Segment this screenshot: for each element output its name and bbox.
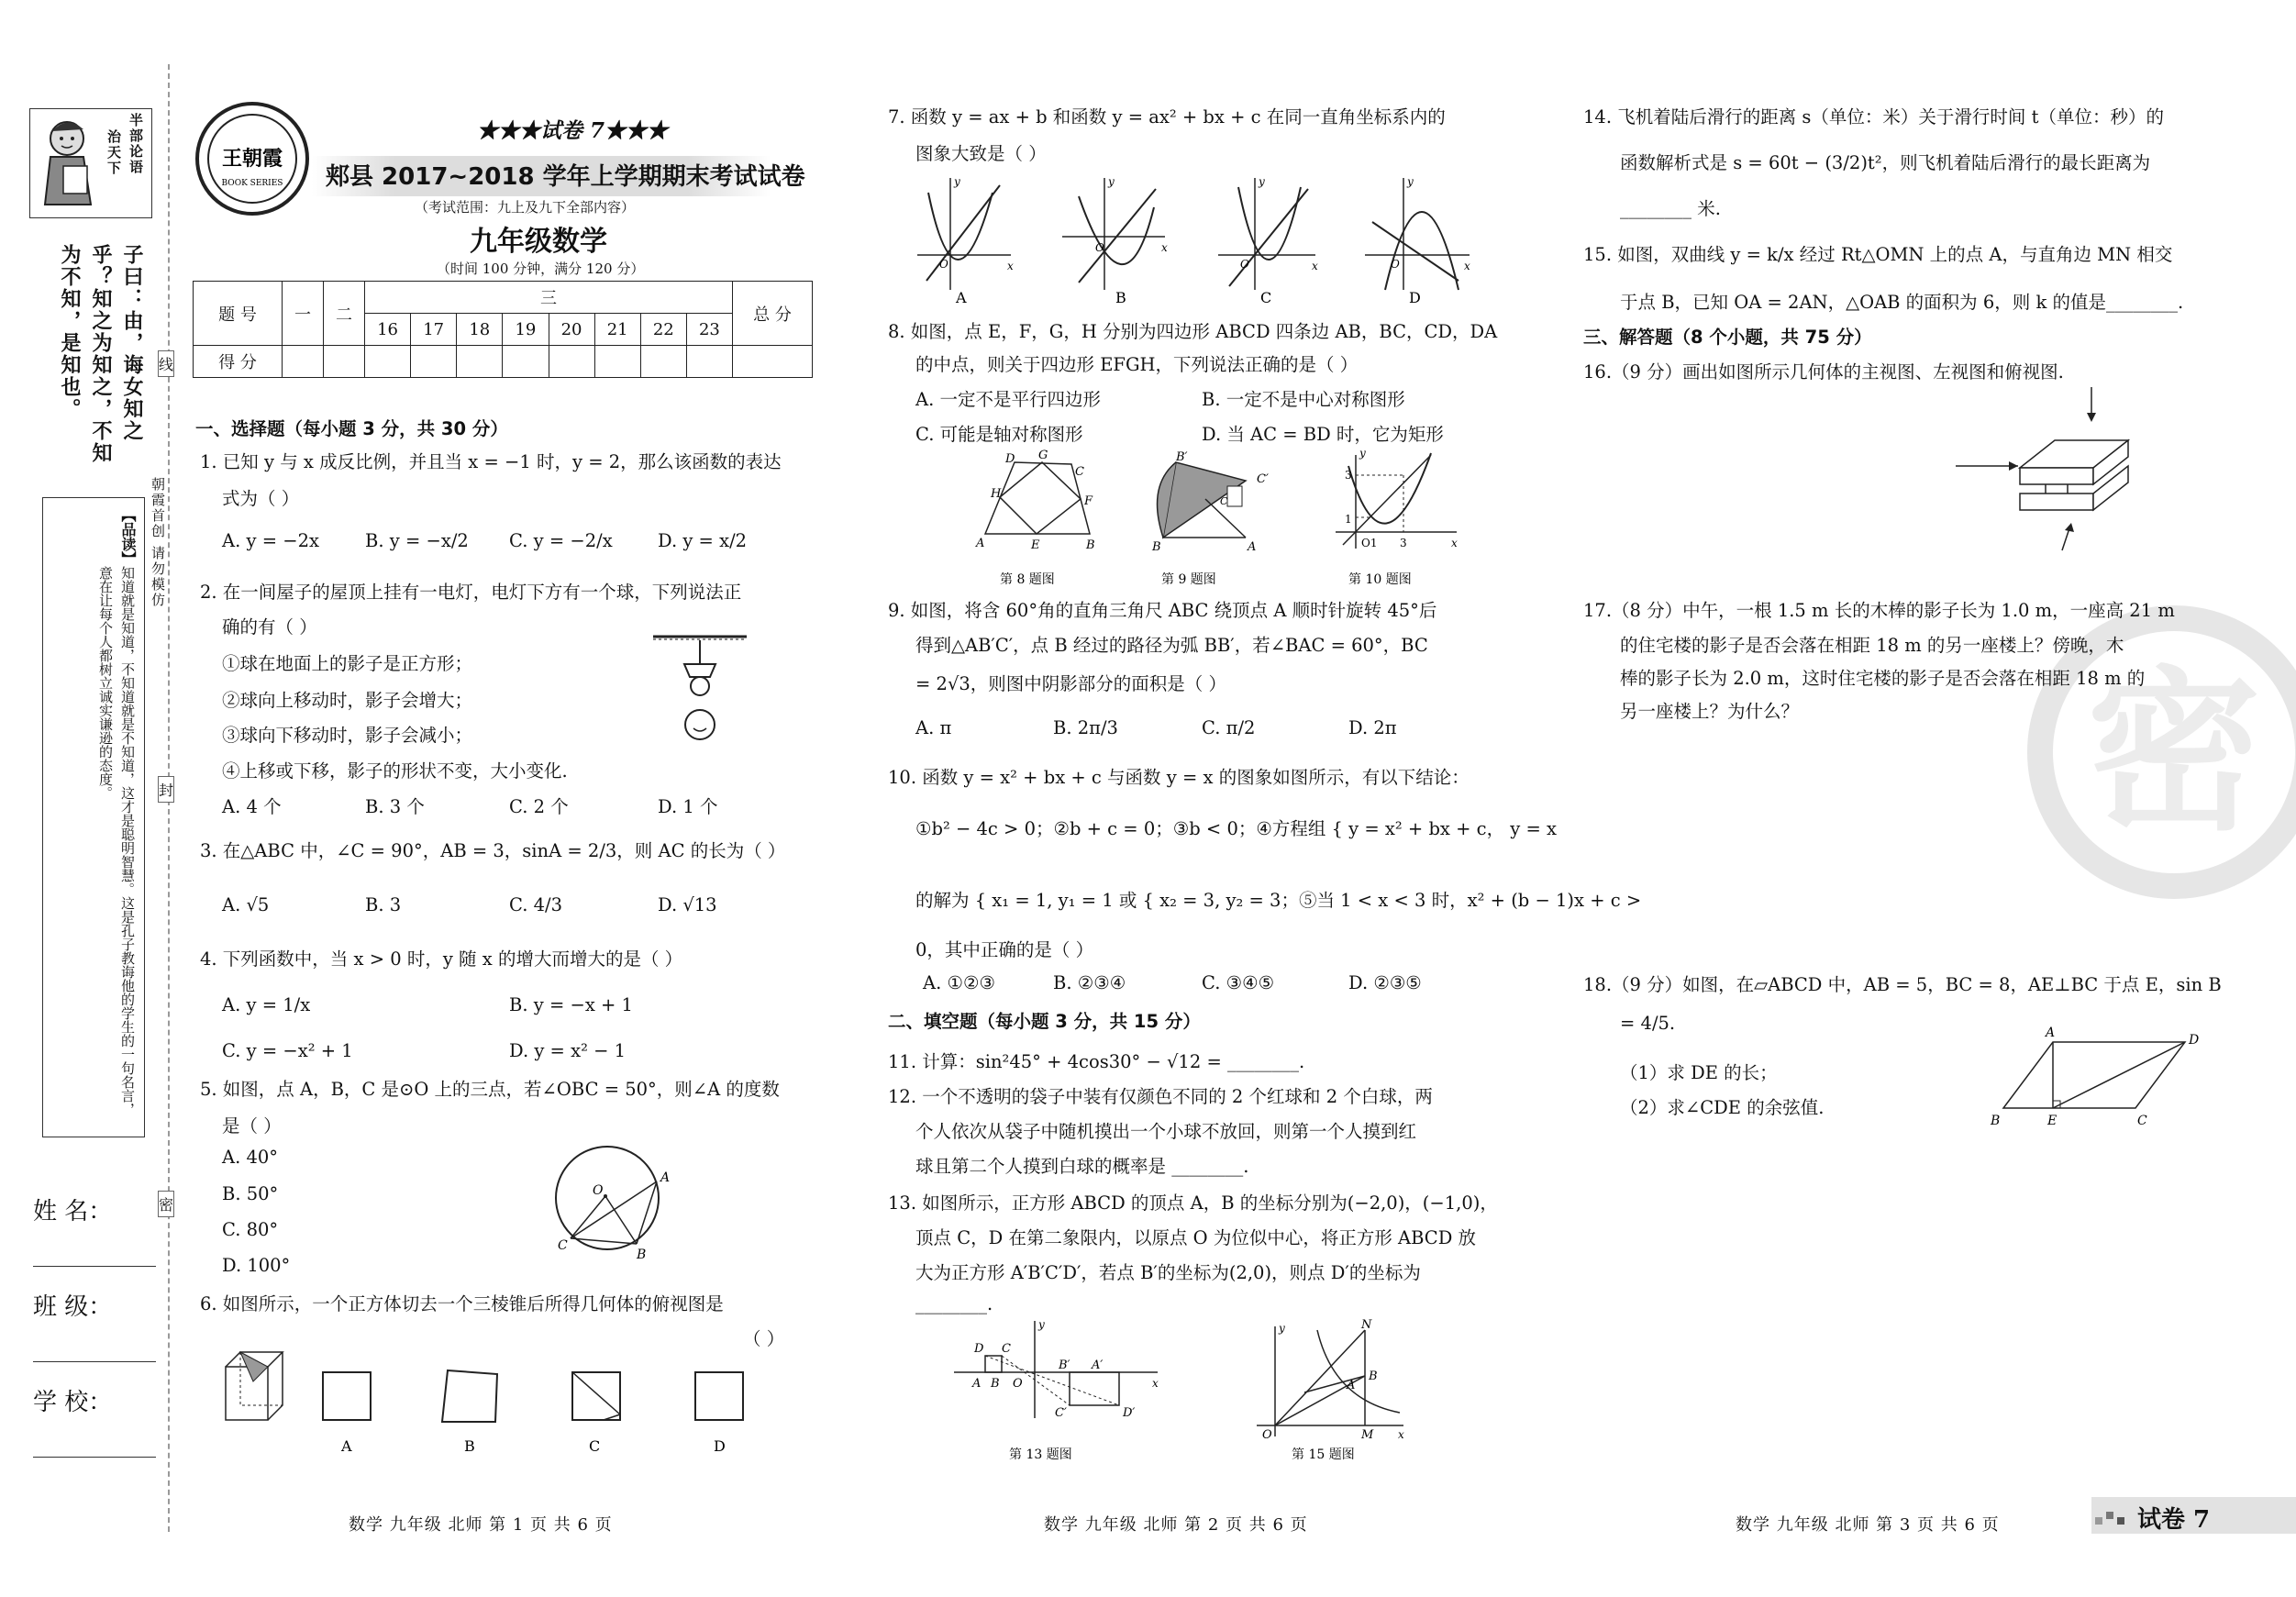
svg-text:3: 3 (1345, 469, 1352, 482)
svg-text:O: O (1391, 258, 1400, 271)
exam-scope: （考试范围：九上及九下全部内容） (415, 199, 636, 216)
fig15-caption: 第 15 题图 (1292, 1447, 1355, 1462)
class-label: 班 级： (33, 1293, 113, 1321)
school-field[interactable] (33, 1383, 156, 1458)
q6-label-c: C (589, 1437, 601, 1455)
svg-text:O: O (1240, 258, 1249, 271)
score-cell[interactable] (640, 346, 686, 378)
q6-figures (220, 1348, 771, 1458)
svg-text:E: E (1031, 538, 1040, 552)
q18-line1: 18.（9 分）如图，在▱ABCD 中，AB = 5，BC = 8，AE⊥BC 于点 E，sin B (1583, 974, 2222, 995)
svg-text:y: y (1279, 1322, 1285, 1335)
score-col-17: 17 (411, 314, 457, 346)
svg-text:N: N (1361, 1318, 1372, 1332)
q2-option-a: A. 4 个 (222, 796, 282, 817)
mascot-icon (36, 115, 102, 212)
q5-option-c: C. 80° (222, 1219, 279, 1240)
svg-text:C: C (2137, 1114, 2147, 1128)
q12-line1: 12. 一个不透明的袋子中装有仅颜色不同的 2 个红球和 2 个白球，两 (888, 1086, 1433, 1107)
fig10-caption: 第 10 题图 (1348, 572, 1412, 587)
score-cell[interactable] (594, 346, 640, 378)
svg-text:B′: B′ (1176, 450, 1188, 464)
q6-paren: （ ） (743, 1328, 785, 1349)
svg-text:B: B (1086, 538, 1095, 552)
score-col-19: 19 (503, 314, 549, 346)
section-3-heading: 三、解答题（8 个小题，共 75 分） (1583, 327, 1872, 348)
q15-line1: 15. 如图，双曲线 y = k/x 经过 Rt△OMN 上的点 A，与直角边 MN 相交 (1583, 244, 2173, 265)
svg-text:E: E (2047, 1114, 2058, 1128)
q7-line2: 图象大致是（ ） (915, 143, 1047, 164)
school-label: 学 校： (33, 1389, 113, 1416)
binding-mark-3: 密 (158, 1191, 174, 1217)
q2-option-c: C. 2 个 (509, 796, 569, 817)
svg-text:y: y (954, 175, 960, 188)
fig9-caption: 第 9 题图 (1161, 572, 1216, 587)
page3-footer: 数学 九年级 北师 第 3 页 共 6 页 (1736, 1515, 2000, 1535)
q2-option-b: B. 3 个 (365, 796, 425, 817)
svg-text:x: x (1451, 537, 1458, 549)
q13-line2: 顶点 C，D 在第二象限内，以原点 O 为位似中心，将正方形 ABCD 放 (915, 1227, 1477, 1248)
page2-footer: 数学 九年级 北师 第 2 页 共 6 页 (1044, 1515, 1308, 1535)
q17-line1: 17.（8 分）中午，一根 1.5 m 长的木棒的影子长为 1.0 m，一座高 21 m (1583, 600, 2175, 621)
section-2-heading: 二、填空题（每小题 3 分，共 15 分） (888, 1011, 1201, 1032)
watermark-glyph: 密 (2086, 649, 2262, 854)
commentary-box (42, 497, 145, 1137)
q5-option-b: B. 50° (222, 1183, 279, 1204)
svg-text:x: x (1398, 1428, 1404, 1441)
q6-label-d: D (714, 1437, 726, 1455)
exam-title: 郏县 2017~2018 学年上学期期末考试试卷 (326, 163, 805, 191)
q8-option-c: C. 可能是轴对称图形 (915, 424, 1083, 445)
q3-option-b: B. 3 (365, 894, 402, 915)
score-col-sec3: 三 (365, 282, 733, 314)
q7-label-d: D (1409, 289, 1421, 305)
score-col-18: 18 (457, 314, 503, 346)
svg-text:A: A (1347, 1379, 1356, 1392)
q4-option-a: A. y = 1/x (222, 994, 311, 1015)
svg-text:A: A (2046, 1026, 2056, 1040)
svg-text:H: H (991, 487, 1002, 501)
svg-text:B: B (637, 1248, 647, 1262)
q15-line2: 于点 B，已知 OA = 2AN，△OAB 的面积为 6，则 k 的值是________. (1620, 292, 2184, 313)
q6-label-a: A (341, 1437, 352, 1455)
q9-option-b: B. 2π/3 (1053, 717, 1118, 738)
mascot-box (29, 108, 152, 218)
score-cell[interactable] (324, 346, 365, 378)
score-col-22: 22 (640, 314, 686, 346)
svg-text:O1: O1 (1361, 537, 1378, 549)
section-1-heading: 一、选择题（每小题 3 分，共 30 分） (195, 418, 508, 439)
q18-parallelogram-figure (1981, 1024, 2238, 1134)
score-cell[interactable] (411, 346, 457, 378)
q5-line2: 是（ ） (222, 1115, 282, 1137)
svg-text:C′: C′ (1055, 1406, 1067, 1420)
q10-line1: 10. 函数 y = x² + bx + c 与函数 y = x 的图象如图所示，有以下结论： (888, 767, 1470, 788)
q11-text: 11. 计算：sin²45° + 4cos30° − √12 = ________. (888, 1051, 1305, 1072)
svg-text:C: C (1075, 465, 1084, 479)
sidebar (26, 108, 154, 1145)
q1-option-d: D. y = x/2 (658, 530, 748, 551)
svg-text:M: M (1361, 1428, 1374, 1442)
q2-line2: 确的有（ ） (222, 616, 317, 638)
svg-text:G: G (1038, 449, 1048, 462)
q1-line1: 1. 已知 y 与 x 成反比例，并且当 x = −1 时，y = 2，那么该函数的表达 (200, 451, 782, 472)
q5-line1: 5. 如图，点 A，B，C 是⊙O 上的三点，若∠OBC = 50°，则∠A 的度数 (200, 1079, 780, 1100)
q10-line3: 的解为 { x₁ = 1, y₁ = 1 或 { x₂ = 3, y₂ = 3；⑤当 1 < x < 3 时，x² + (b − 1)x + c > (915, 890, 1642, 911)
q9-option-c: C. π/2 (1202, 717, 1256, 738)
svg-text:D: D (974, 1342, 984, 1356)
q2-line1: 2. 在一间屋子的屋顶上挂有一电灯，电灯下方有一个球，下列说法正 (200, 582, 742, 603)
q14-line3: ________ 米. (1620, 198, 1721, 219)
q12-line3: 球且第二个人摸到白球的概率是 ________. (915, 1156, 1249, 1177)
fig8-caption: 第 8 题图 (1000, 572, 1055, 587)
q14-line2: 函数解析式是 s = 60t − (3/2)t²，则飞机着陆后滑行的最长距离为 (1620, 152, 2151, 173)
q13-line3: 大为正方形 A′B′C′D′，若点 B′的坐标为(2,0)，则点 D′的坐标为 (915, 1262, 1421, 1283)
q1-option-c: C. y = −2/x (509, 530, 613, 551)
q13-line1: 13. 如图所示，正方形 ABCD 的顶点 A，B 的坐标分别为(−2,0)，(−1,0)， (888, 1192, 1498, 1214)
q7-graphs (908, 171, 1495, 305)
name-label: 姓 名： (33, 1198, 113, 1225)
score-row-label: 题 号 (194, 282, 283, 346)
corner-tag: 试卷 7 (2137, 1506, 2211, 1534)
svg-text:x: x (1007, 260, 1014, 272)
q10-line2: ①b² − 4c > 0；②b + c = 0；③b < 0；④方程组 { y = x² + bx + c， y = x (915, 818, 1558, 839)
q17-line4: 另一座楼上？为什么？ (1620, 701, 1800, 722)
subject-title: 九年级数学 (470, 226, 607, 258)
q4-option-b: B. y = −x + 1 (509, 994, 633, 1015)
q9-option-d: D. 2π (1348, 717, 1397, 738)
q5-option-d: D. 100° (222, 1255, 291, 1276)
brand-logo (193, 99, 312, 218)
q3-text: 3. 在△ABC 中，∠C = 90°，AB = 3，sinA = 2/3，则 AC 的长为（ ） (200, 840, 786, 861)
score-col-sec1: 一 (283, 282, 324, 346)
confucius-quote: 子曰：由，诲女知之乎？知之为知之，不知为不知，是知也。 (58, 244, 143, 464)
svg-text:O: O (1095, 241, 1104, 254)
q5-option-a: A. 40° (222, 1147, 279, 1168)
q7-line1: 7. 函数 y = ax + b 和函数 y = ax² + bx + c 在同一直角坐标系内的 (888, 106, 1446, 128)
q10-option-c: C. ③④⑤ (1202, 972, 1275, 993)
svg-text:C: C (558, 1238, 568, 1253)
score-cell[interactable] (283, 346, 324, 378)
q7-label-c: C (1260, 289, 1272, 305)
binding-mark-1: 线 (158, 350, 174, 377)
svg-text:A: A (1248, 540, 1257, 554)
binding-text: 朝霞首创 请勿模仿 (150, 477, 166, 608)
svg-text:D: D (2189, 1033, 2200, 1048)
svg-text:1: 1 (1345, 513, 1352, 526)
q18-item1: （1）求 DE 的长； (1620, 1062, 1778, 1083)
q4-text: 4. 下列函数中，当 x > 0 时，y 随 x 的增大而增大的是（ ） (200, 948, 683, 970)
q8-line2: 的中点，则关于四边形 EFGH，下列说法正确的是（ ） (915, 354, 1359, 375)
q1-option-a: A. y = −2x (222, 530, 319, 551)
binding-mark-2: 封 (158, 776, 174, 803)
score-col-21: 21 (594, 314, 640, 346)
q1-line2: 式为（ ） (222, 488, 300, 509)
svg-text:B′: B′ (1059, 1359, 1070, 1372)
q9-line2: 得到△AB′C′，点 B 经过的路径为弧 BB′，若∠BAC = 60°，BC (915, 635, 1428, 656)
q13-line4: ________. (915, 1293, 993, 1314)
paper-tag: ★★★试卷 7★★★ (477, 118, 669, 143)
page1-footer: 数学 九年级 北师 第 1 页 共 6 页 (349, 1515, 613, 1535)
figures-8-9-10 (972, 449, 1468, 593)
svg-text:x: x (1464, 260, 1470, 272)
q6-label-b: B (464, 1437, 475, 1455)
q12-line2: 个人依次从袋子中随机摸出一个小球不放回，则第一个人摸到红 (915, 1121, 1417, 1142)
score-cell[interactable] (503, 346, 549, 378)
q10-line4: 0，其中正确的是（ ） (915, 939, 1094, 960)
book-label-2: 治天下 (105, 129, 122, 176)
svg-text:A′: A′ (1092, 1359, 1104, 1372)
svg-text:D′: D′ (1123, 1406, 1136, 1420)
q3-option-a: A. √5 (222, 894, 270, 915)
q8-option-d: D. 当 AC = BD 时，它为矩形 (1202, 424, 1444, 445)
q5-circle-figure (541, 1136, 679, 1264)
score-col-total: 总 分 (733, 282, 813, 346)
svg-text:B: B (991, 1377, 1000, 1391)
figures-13-15 (954, 1317, 1413, 1464)
q9-option-a: A. π (915, 717, 952, 738)
svg-text:D: D (1005, 452, 1015, 466)
score-row2-label: 得 分 (194, 346, 283, 378)
svg-text:O: O (939, 258, 948, 271)
svg-text:F: F (1084, 494, 1093, 508)
svg-text:O: O (1262, 1428, 1272, 1442)
svg-text:y: y (1038, 1318, 1045, 1331)
time-note: （时间 100 分钟，满分 120 分） (437, 261, 645, 277)
q17-line2: 的住宅楼的影子是否会落在相距 18 m 的另一座楼上？傍晚，木 (1620, 635, 2124, 656)
q8-line1: 8. 如图，点 E，F，G，H 分别为四边形 ABCD 四条边 AB，BC，CD，DA (888, 321, 1498, 342)
fig13-caption: 第 13 题图 (1009, 1447, 1072, 1462)
name-field[interactable] (33, 1192, 156, 1267)
score-col-23: 23 (686, 314, 732, 346)
svg-text:A: A (972, 1377, 982, 1391)
svg-text:B: B (1152, 540, 1161, 554)
q17-line3: 棒的影子长为 2.0 m，这时住宅楼的影子是否会落在相距 18 m 的 (1620, 668, 2146, 689)
score-col-16: 16 (365, 314, 411, 346)
score-cell[interactable] (549, 346, 594, 378)
score-table (193, 281, 813, 378)
commentary-text: 知道就是知道，不知道就是不知道，这才是聪明智慧。这是孔子教诲他的学生的一句名言，意在让每个人都树立诚实谦逊的态度。 (97, 566, 136, 1116)
score-cell[interactable] (733, 346, 813, 378)
svg-text:O: O (593, 1183, 604, 1198)
q2-lamp-figure (649, 631, 750, 747)
class-field[interactable] (33, 1288, 156, 1362)
svg-text:y: y (1359, 449, 1366, 460)
svg-text:y: y (1259, 175, 1265, 188)
svg-text:y: y (1108, 175, 1115, 188)
corner-dots-icon (2093, 1506, 2134, 1528)
svg-text:y: y (1407, 175, 1414, 188)
svg-text:x: x (1312, 260, 1318, 272)
svg-text:O: O (1013, 1377, 1023, 1391)
logo-sub: BOOK SERIES (221, 179, 283, 188)
q2-item1: ①球在地面上的影子是正方形； (222, 653, 473, 674)
svg-text:B: B (1369, 1370, 1378, 1383)
svg-text:x: x (1152, 1377, 1159, 1390)
q9-line1: 9. 如图，将含 60°角的直角三角尺 ABC 绕顶点 A 顺时针旋转 45°后 (888, 600, 1437, 621)
svg-text:C: C (1002, 1342, 1011, 1356)
q2-item3: ③球向下移动时，影子会减小； (222, 725, 473, 746)
svg-text:x: x (1161, 241, 1168, 254)
q14-line1: 14. 飞机着陆后滑行的距离 s（单位：米）关于滑行时间 t（单位：秒）的 (1583, 106, 2164, 128)
q10-option-d: D. ②③⑤ (1348, 972, 1422, 993)
q3-option-d: D. √13 (658, 894, 717, 915)
commentary-label: 【品读】 (119, 507, 137, 566)
svg-text:A: A (976, 537, 985, 550)
score-col-sec2: 二 (324, 282, 365, 346)
q8-option-a: A. 一定不是平行四边形 (915, 389, 1101, 410)
score-col-20: 20 (549, 314, 594, 346)
q8-option-b: B. 一定不是中心对称图形 (1202, 389, 1405, 410)
q16-text: 16.（9 分）画出如图所示几何体的主视图、左视图和俯视图. (1583, 361, 2064, 383)
q6-text: 6. 如图所示，一个正方体切去一个三棱锥后所得几何体的俯视图是 (200, 1293, 724, 1314)
logo-text: 王朝霞 (221, 147, 283, 171)
q18-item2: （2）求∠CDE 的余弦值. (1620, 1097, 1825, 1118)
svg-text:3: 3 (1400, 537, 1407, 549)
q2-item4: ④上移或下移，影子的形状不变，大小变化. (222, 760, 568, 782)
q9-line3: = 2√3，则图中阴影部分的面积是（ ） (915, 673, 1226, 694)
q18-line2: = 4/5. (1620, 1013, 1676, 1034)
score-cell[interactable] (686, 346, 732, 378)
q1-option-b: B. y = −x/2 (365, 530, 469, 551)
q7-label-b: B (1115, 289, 1126, 305)
svg-text:A: A (660, 1170, 671, 1185)
score-cell[interactable] (457, 346, 503, 378)
q7-label-a: A (956, 289, 967, 305)
svg-text:C: C (1220, 495, 1228, 507)
book-label-1: 半部论语 (128, 113, 144, 175)
q2-option-d: D. 1 个 (658, 796, 718, 817)
q2-item2: ②球向上移动时，影子会增大； (222, 690, 473, 711)
q10-option-b: B. ②③④ (1053, 972, 1126, 993)
q16-solid-figure (1954, 385, 2174, 560)
svg-text:C′: C′ (1257, 472, 1269, 486)
q3-option-c: C. 4/3 (509, 894, 563, 915)
q10-option-a: A. ①②③ (923, 972, 995, 993)
svg-text:B: B (1991, 1114, 2001, 1128)
q4-option-d: D. y = x² − 1 (509, 1040, 627, 1061)
score-cell[interactable] (365, 346, 411, 378)
q4-option-c: C. y = −x² + 1 (222, 1040, 353, 1061)
